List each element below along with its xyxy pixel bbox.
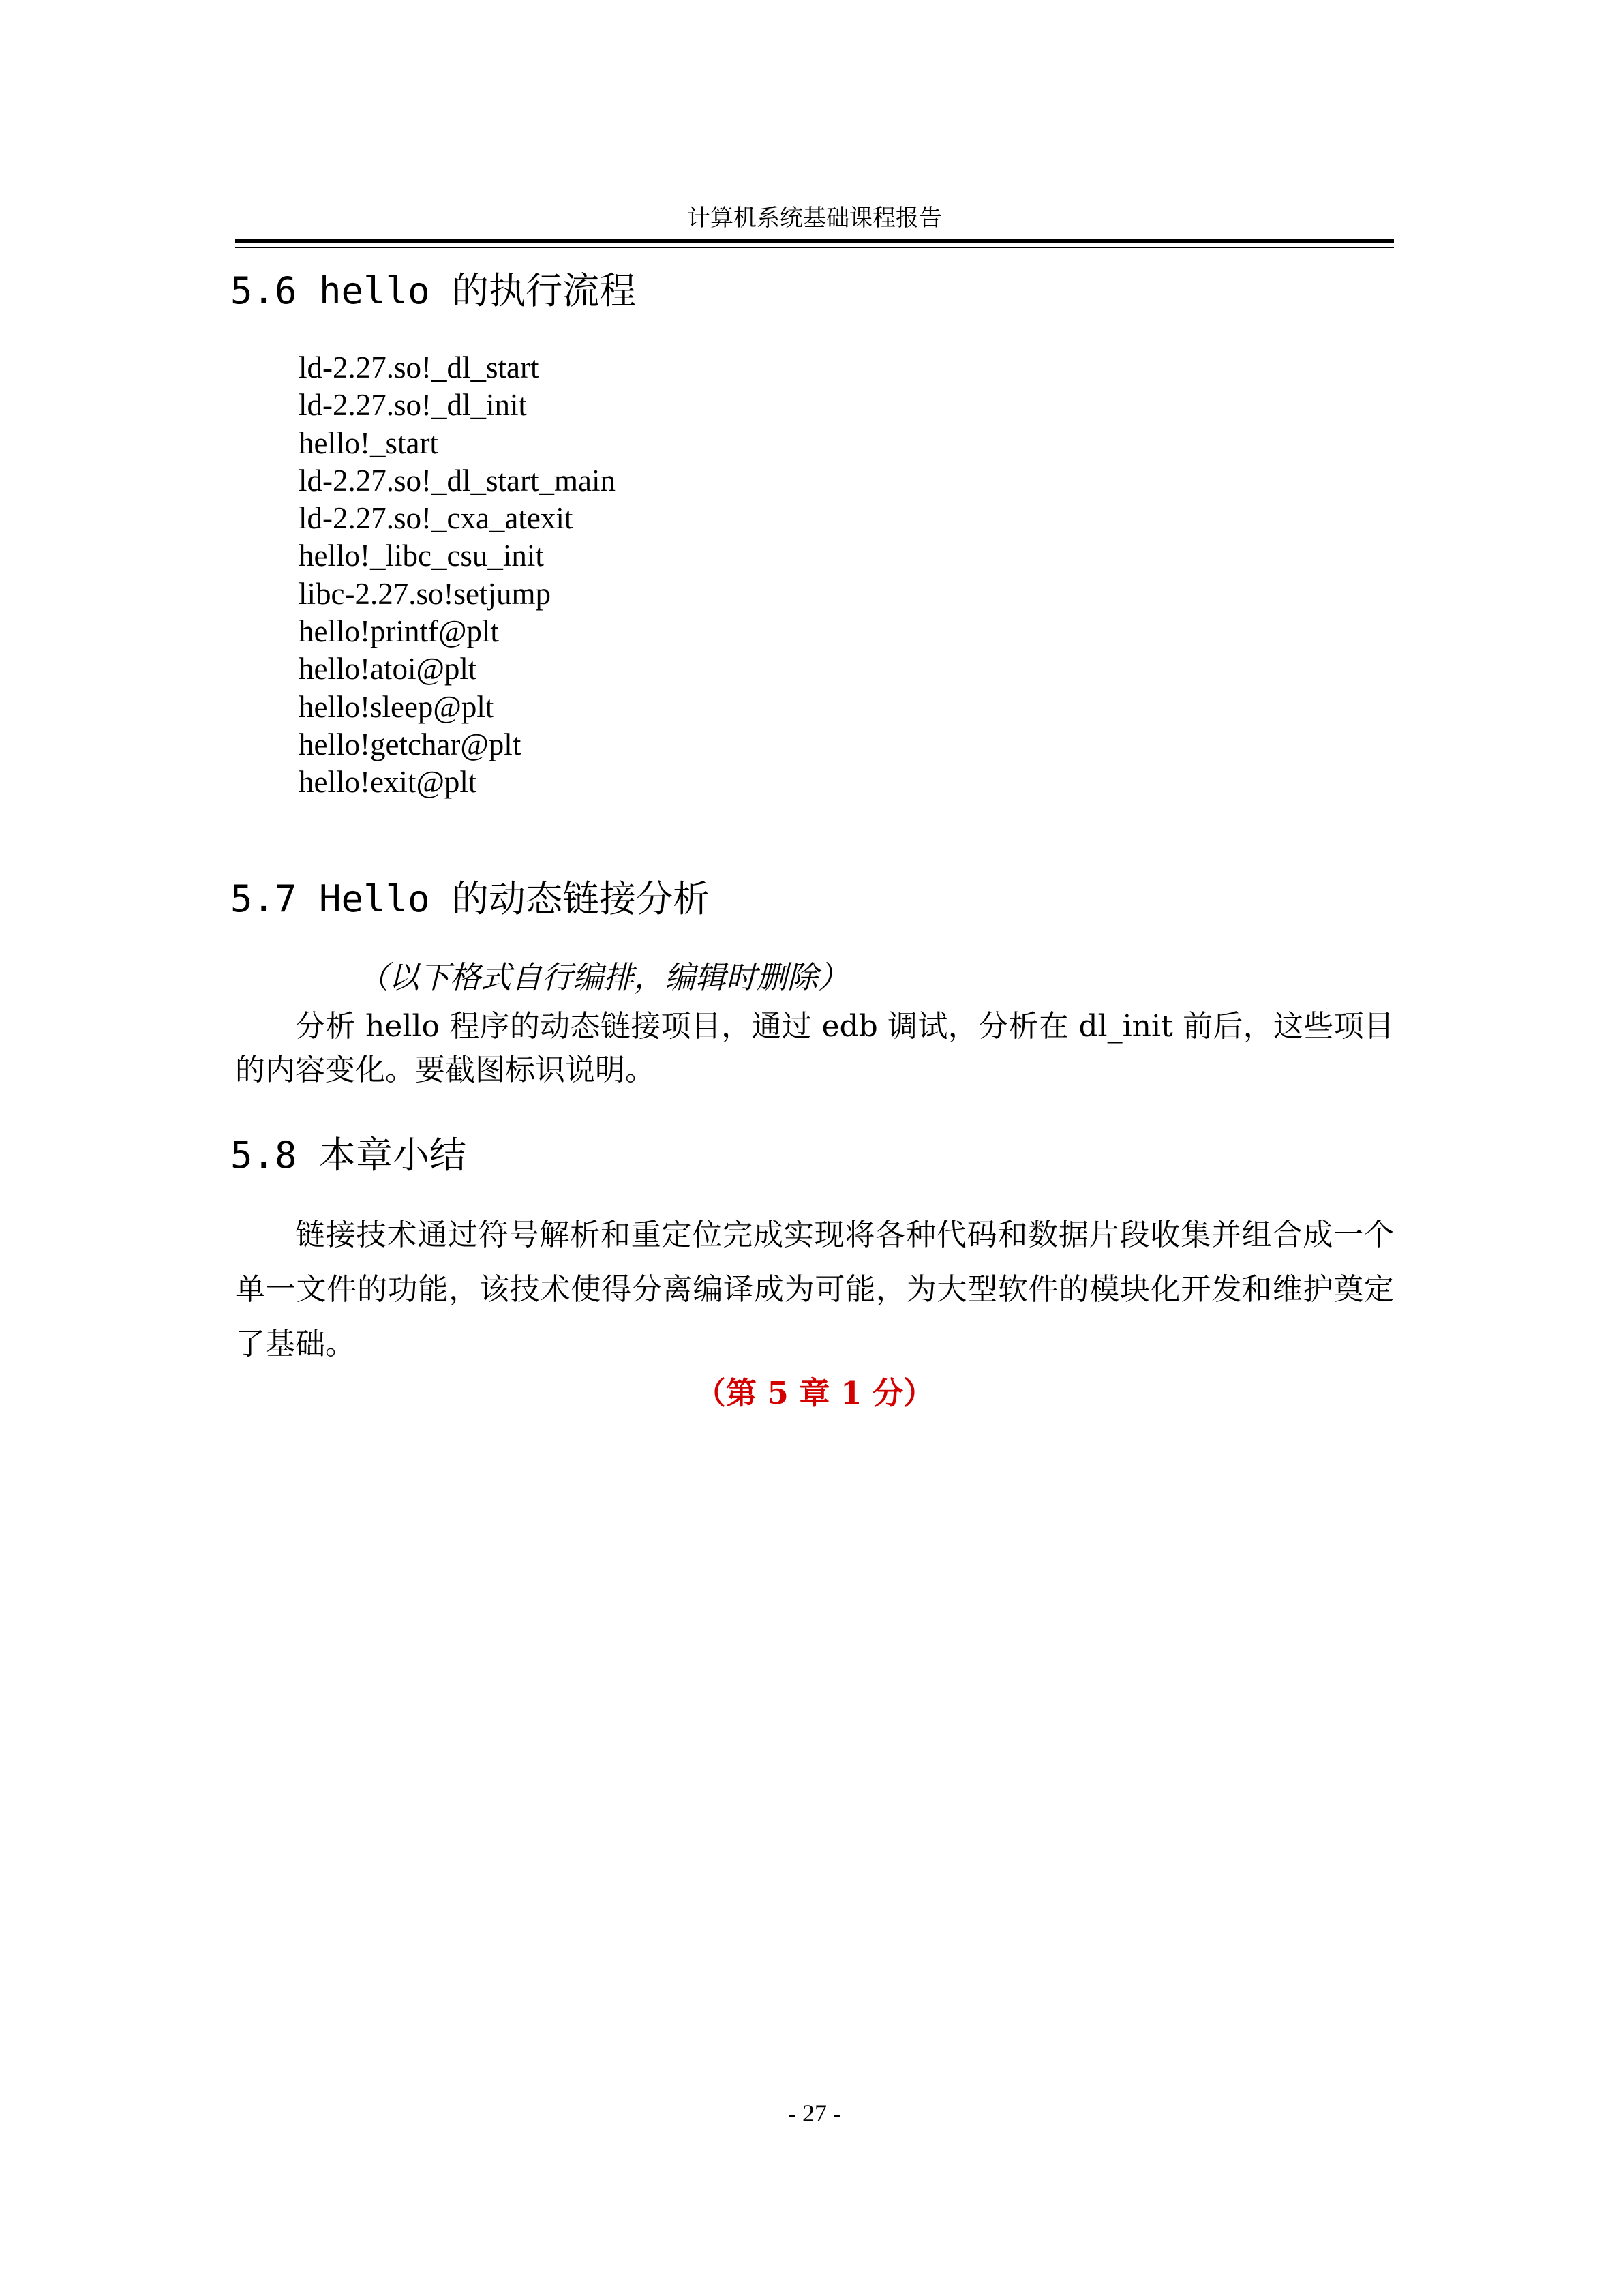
section-5-7-paragraph: 分析 hello 程序的动态链接项目，通过 edb 调试，分析在 dl_init 前后，这些项目的内容变化。要截图标识说明。 xyxy=(235,1009,1394,1087)
execution-flow-item: ld-2.27.so!_dl_init xyxy=(299,388,527,423)
execution-flow-item: libc-2.27.so!setjump xyxy=(299,576,551,611)
editing-note: （以下格式自行编排，编辑时删除） xyxy=(358,959,849,995)
execution-flow-item: hello!_libc_csu_init xyxy=(299,539,544,573)
execution-flow-list xyxy=(299,349,616,802)
execution-flow-item: hello!getchar@plt xyxy=(299,727,521,761)
execution-flow-item: hello!atoi@plt xyxy=(299,652,477,686)
chapter-summary-paragraph: 链接技术通过符号解析和重定位完成实现将各种代码和数据片段收集并组合成一个单一文件的功能，该技术使得分离编译成为可能，为大型软件的模块化开发和维护奠定了基础。 xyxy=(235,1218,1394,1361)
section-heading-5-7: 5.7 Hello 的动态链接分析 xyxy=(230,877,710,920)
execution-flow-item: hello!_start xyxy=(299,425,438,460)
execution-flow-item: ld-2.27.so!_dl_start_main xyxy=(299,463,616,498)
header-rule-thick xyxy=(235,239,1394,243)
execution-flow-item: hello!exit@plt xyxy=(299,765,477,800)
page-number: - 27 - xyxy=(788,2100,841,2127)
chapter-score-note: （第 5 章 1 分） xyxy=(695,1375,935,1411)
running-header: 计算机系统基础课程报告 xyxy=(687,205,942,232)
execution-flow-item: ld-2.27.so!_cxa_atexit xyxy=(299,501,573,536)
execution-flow-item: hello!sleep@plt xyxy=(299,689,494,724)
execution-flow-item: ld-2.27.so!_dl_start xyxy=(299,350,539,384)
section-heading-5-8: 5.8 本章小结 xyxy=(230,1134,467,1177)
execution-flow-item: hello!printf@plt xyxy=(299,614,499,649)
section-heading-5-6: 5.6 hello 的执行流程 xyxy=(230,269,637,312)
header-rule-thin xyxy=(235,247,1394,248)
